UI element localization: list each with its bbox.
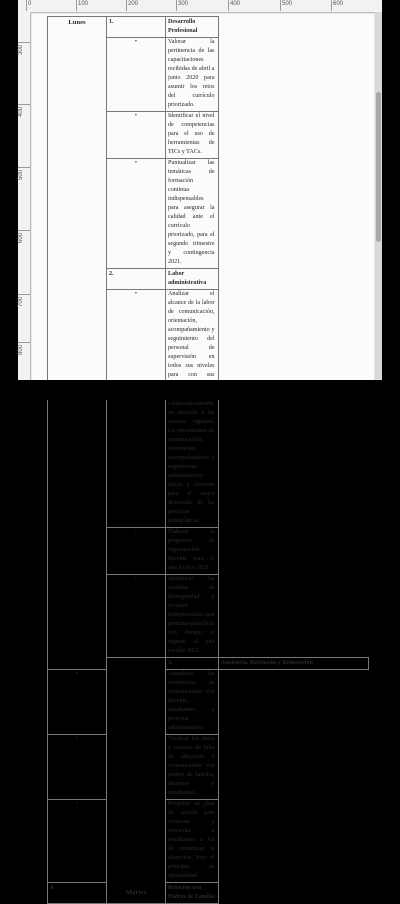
bullet-icon xyxy=(107,391,166,528)
bullet-icon: • xyxy=(107,290,166,391)
bullet-icon: • xyxy=(48,735,107,800)
ruler-tick-label: 100 xyxy=(76,0,88,11)
ruler-tick-label: 800 xyxy=(18,342,30,349)
ruler-tick-label: 500 xyxy=(18,167,30,174)
item-text: colaborativamente, en atención a las normas vigentes, los mecanismos de comunicación, orientación, acompañamiento y seguimiento administrativo eficaz y eficiente para el mejor desarrollo de las prácticas pedagógicas. xyxy=(166,391,219,528)
document-viewer xyxy=(18,0,382,900)
section-header-row xyxy=(48,17,369,38)
bullet-icon: • xyxy=(48,670,107,735)
vertical-ruler xyxy=(18,12,31,380)
item-text: Actualizar las estadísticas de comunicación con docente, estudiantes y personal administrativo. xyxy=(166,670,219,735)
document-page xyxy=(32,14,374,900)
ruler-tick-label: 300 xyxy=(176,0,188,11)
vertical-scrollbar[interactable] xyxy=(375,12,382,380)
item-text: Proponer un plan de acción para contactar y reinsertar a estudiantes a fin de minimizar la deserción, bajo el principio de oportunidad. xyxy=(166,800,219,883)
day-cell-lunes: Lunes xyxy=(48,17,107,670)
bullet-icon: • xyxy=(107,159,166,269)
schedule-table xyxy=(47,16,369,904)
ruler-tick-label: 400 xyxy=(18,104,30,111)
table-row xyxy=(48,735,369,800)
section-title: Labor administrativa xyxy=(166,269,219,290)
bullet-icon: • xyxy=(107,528,166,575)
ruler-tick-label: 300 xyxy=(18,42,30,49)
ruler-tick-label: 600 xyxy=(18,230,30,237)
ruler-tick-label: 400 xyxy=(228,0,240,11)
table-row xyxy=(48,670,369,735)
item-text: Identificar las medidas de bioseguridad y recursos indispensables que permitan planificar con tiempo el ingreso al año escolar 2021. xyxy=(166,575,219,658)
horizontal-ruler xyxy=(18,0,382,13)
item-text: Valorar la pertinencia de las capacitaciones recibidas de abril a junio 2020 para asumir los retos del currículo priorizado. xyxy=(166,38,219,112)
item-text: Elaborar la propuesta de organización docente para el año lectivo 2021. xyxy=(166,528,219,575)
section-header-row xyxy=(48,883,369,904)
item-text: Verificar los datos y razones de falta de ubicación o comunicación con padres de familia, docentes y estudiantes. xyxy=(166,735,219,800)
section-number: 3. xyxy=(166,658,219,670)
item-text: Analizar el alcance de la labor de comunicación, orientación, acompañamiento y seguimiento del personal de supervisión en todos sus niveles para con sus xyxy=(166,290,219,391)
section-number: 2. xyxy=(107,269,166,290)
bullet-icon: • xyxy=(48,800,107,883)
section-number: 4. xyxy=(48,883,107,904)
bullet-icon: • xyxy=(107,112,166,159)
ruler-tick-label: 700 xyxy=(18,294,30,301)
bullet-icon: • xyxy=(107,38,166,112)
item-text: Puntualizar las temáticas de formación continua indispensables para asegurar la calidad ante el currículo priorizado, para el segundo trimestre y contingencia 2021. xyxy=(166,159,219,269)
bullet-icon: • xyxy=(107,575,166,658)
section-number: 1. xyxy=(107,17,166,38)
scrollbar-thumb[interactable] xyxy=(376,92,381,242)
section-title: Asistencia, Retención y Reinserción xyxy=(218,658,368,670)
item-text: Identificar el nivel de competencias para el uso de herramientas de TICs y TACs. xyxy=(166,112,219,159)
ruler-tick-label: 200 xyxy=(126,0,138,11)
ruler-tick-label: 0 xyxy=(26,0,31,11)
section-title: Desarrollo Profesional xyxy=(166,17,219,38)
day-cell-martes: Martes xyxy=(107,658,166,904)
table-row xyxy=(48,800,369,883)
letterbox-bottom xyxy=(0,380,400,400)
ruler-tick-label: 500 xyxy=(280,0,292,11)
section-title: Relación con Padres de Familia xyxy=(166,883,219,904)
ruler-tick-label: 600 xyxy=(331,0,343,11)
